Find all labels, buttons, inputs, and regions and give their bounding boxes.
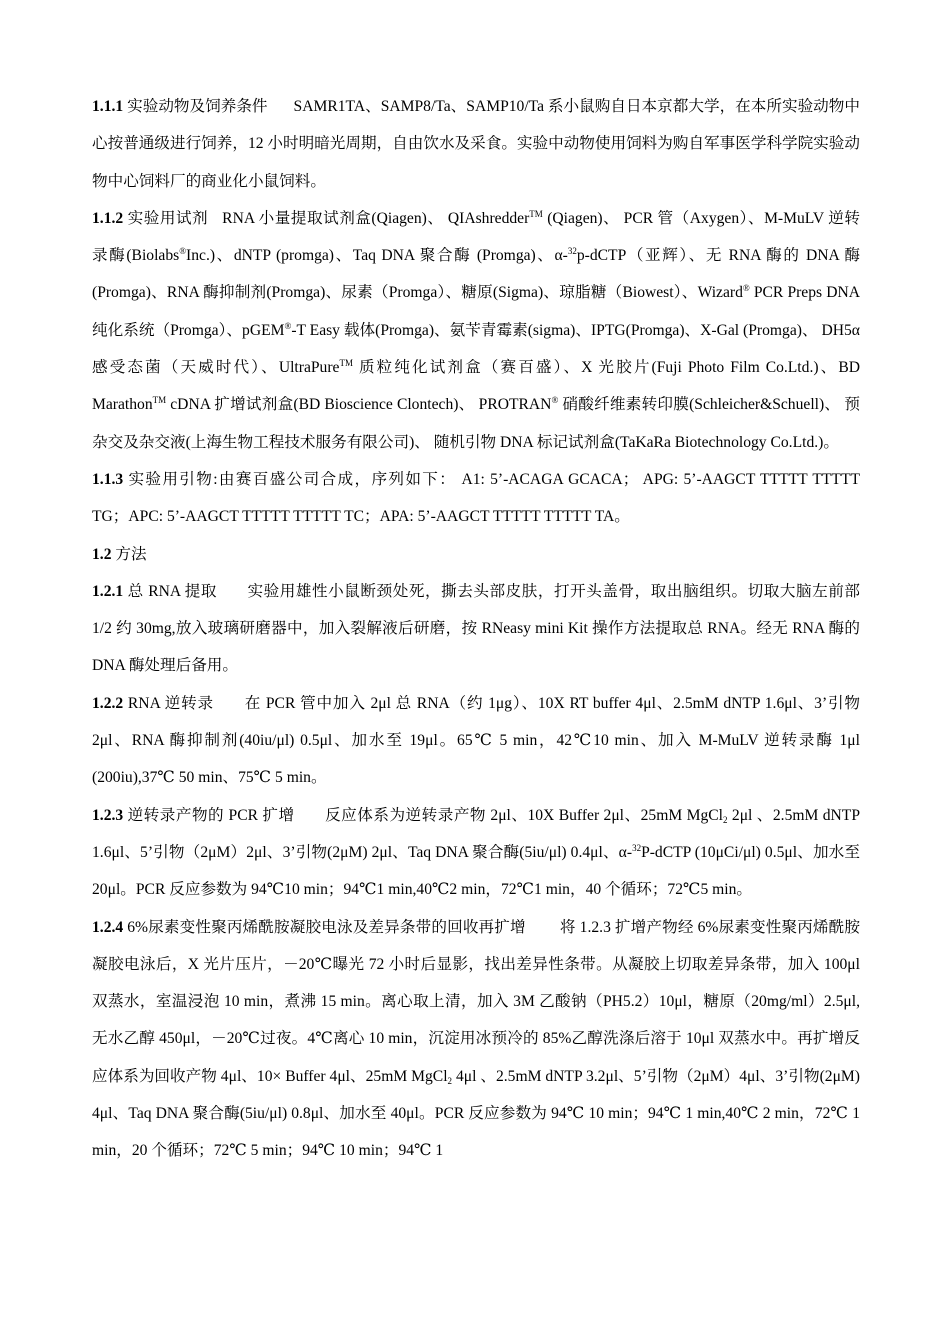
section-body: SAMR1TA、SAMP8/Ta、SAMP10/Ta 系小鼠购自日本京都大学，在本所实验动物中心按普通级进行饲养，12 小时明暗光周期，自由饮水及采食。实验中动物使用饲料为购自军事医学科学院实验动物中心饲料厂的商业化小鼠饲料。 <box>92 98 860 190</box>
superscript: ® <box>284 320 292 331</box>
section-body: 将 1.2.3 扩增产物经 6%尿素变性聚丙烯酰胺凝胶电泳后，X 光片压片，－20℃曝光 72 小时后显影，找出差异性条带。从凝胶上切取差异条带，加入 100μl 双蒸水，室温浸泡 10 min，煮沸 15 min。离心取上清，加入 3M 乙酸钠（PH5.2）10μl，糖原（20mg/ml）2.5μl, 无水乙醇 450μl，－20℃过夜。4℃离心 10 min，沉淀用冰预冷的 85%乙醇洗涤后溶于 10μl 双蒸水中。再扩增反应体系为回收产物 4μl、10× Buffer 4μl、25mM MgCl <box>92 918 860 1085</box>
section-title: 方法 <box>115 545 147 563</box>
superscript: TM <box>339 358 353 369</box>
section-title: 6%尿素变性聚丙烯酰胺凝胶电泳及差异条带的回收再扩增 <box>127 918 526 936</box>
subscript: 2 <box>447 1075 453 1086</box>
section-title: RNA 逆转录 <box>127 694 214 712</box>
section-1-2-4 <box>92 909 860 1170</box>
section-1-2-2 <box>92 685 860 797</box>
reagent-text: 硝酸纤维素转印膜(Schleicher&Schuell)、 预杂交及杂交液(上海生物工程技术服务有限公司)、 随机引物 DNA 标记试剂盒(TaKaRa Biotechnology Co.Ltd.)。 <box>92 396 860 451</box>
section-body: P-dCTP (10μCi/μl) 0.5μl、加水至 20μl。PCR 反应参数为 94℃10 min；94℃1 min,40℃2 min，72℃1 min，40 个循环；72℃5 min。 <box>92 843 860 899</box>
section-1-1-3 <box>92 461 860 536</box>
section-1-1-1 <box>92 88 860 200</box>
reagent-text: Inc.)、dNTP (promga)、Taq DNA 聚合酶 (Promga)、α- <box>186 247 568 265</box>
subscript: 2 <box>723 814 728 825</box>
reagent-text: -T Easy 载体(Promga)、氨苄青霉素(sigma)、IPTG(Promga)、X-Gal (Promga)、 DH5α 感受态菌（天威时代）、UltraPure <box>92 321 860 377</box>
section-body: 实验用引物:由赛百盛公司合成，序列如下： A1: 5’-ACAGA GCACA； APG: 5’-AAGCT TTTTT TTTTT TG；APC: 5’-AAGCT TTTTT TTTTT TC；APA: 5’-AAGCT TTTTT TTTTT TA。 <box>92 470 860 526</box>
section-body: 反应体系为逆转录产物 2μl、10X Buffer 2μl、25mM MgCl <box>324 806 723 824</box>
section-title: 总 RNA 提取 <box>127 582 217 600</box>
reagent-text: RNA 小量提取试剂盒(Qiagen)、 QIAshredder <box>222 209 530 227</box>
superscript: ® <box>742 283 750 294</box>
section-number: 1.1.1 <box>92 98 124 115</box>
section-1-2 <box>92 536 860 573</box>
superscript: TM <box>152 395 167 406</box>
section-body: 4μl 、2.5mM dNTP 3.2μl、5’引物（2μM）4μl、3’引物(2μM) 4μl、Taq DNA 聚合酶(5iu/μl) 0.8μl、加水至 40μl。PCR 反应参数为 94℃ 10 min；94℃ 1 min,40℃ 2 min，72℃ 1 min，20 个循环；72℃ 5 min；94℃ 10 min；94℃ 1 <box>92 1067 860 1160</box>
section-1-2-3 <box>92 797 860 909</box>
section-number: 1.2.4 <box>92 918 124 936</box>
section-number: 1.1.3 <box>92 470 124 488</box>
reagent-text: cDNA 扩增试剂盒(BD Bioscience Clontech)、 PROTRAN <box>166 396 552 414</box>
superscript: 32 <box>567 246 577 257</box>
section-body: 2μl 、2.5mM dNTP 1.6μl、5’引物（2μM）2μl、3’引物(2μM) 2μl、Taq DNA 聚合酶(5iu/μl) 0.4μl、α- <box>92 806 861 861</box>
section-body: 在 PCR 管中加入 2μl 总 RNA（约 1μg）、10X RT buffer 4μl、2.5mM dNTP 1.6μl、3’引物 2μl、RNA 酶抑制剂(40iu/μl) 0.5μl、加水至 19μl。65℃ 5 min，42℃10 min、加入 M-MuLV 逆转录酶 1μl (200iu),37℃ 50 min、75℃ 5 min。 <box>92 694 860 787</box>
section-title: 逆转录产物的 PCR 扩增 <box>127 806 295 824</box>
superscript: ® <box>179 246 187 257</box>
reagent-text: 质粒纯化试剂盒（赛百盛）、X 光胶片(Fuji Photo Film Co.Ltd.)、BD Marathon <box>92 359 860 414</box>
section-1-2-1 <box>92 573 860 685</box>
reagent-text: (Qiagen)、 PCR 管（Axygen）、M-MuLV 逆转录酶(Biolabs <box>92 209 860 265</box>
superscript: 32 <box>632 842 642 853</box>
section-number: 1.2.2 <box>92 694 124 712</box>
reagent-text: PCR Preps DNA 纯化系统（Promga）、pGEM <box>92 284 861 339</box>
section-number: 1.1.2 <box>92 209 124 227</box>
reagent-text: p-dCTP（亚辉）、无 RNA 酶的 DNA 酶(Promga)、RNA 酶抑制剂(Promga)、尿素（Promga）、糖原(Sigma)、琼脂糖（Biowest）、Wizard <box>92 247 860 302</box>
section-title: 实验用试剂 <box>127 209 209 227</box>
section-number: 1.2 <box>92 545 112 563</box>
section-body: 实验用雄性小鼠断颈处死，撕去头部皮肤，打开头盖骨，取出脑组织。切取大脑左前部 1/2 约 30mg,放入玻璃研磨器中，加入裂解液后研磨，按 RNeasy mini Kit 操作方法提取总 RNA。经无 RNA 酶的 DNA 酶处理后备用。 <box>92 582 860 675</box>
section-1-1-2 <box>92 200 860 461</box>
superscript: TM <box>529 208 543 219</box>
section-number: 1.2.1 <box>92 582 124 600</box>
superscript: ® <box>551 395 559 406</box>
document-page <box>92 88 860 1170</box>
section-number: 1.2.3 <box>92 806 124 824</box>
section-title: 实验动物及饲养条件 <box>127 98 268 115</box>
